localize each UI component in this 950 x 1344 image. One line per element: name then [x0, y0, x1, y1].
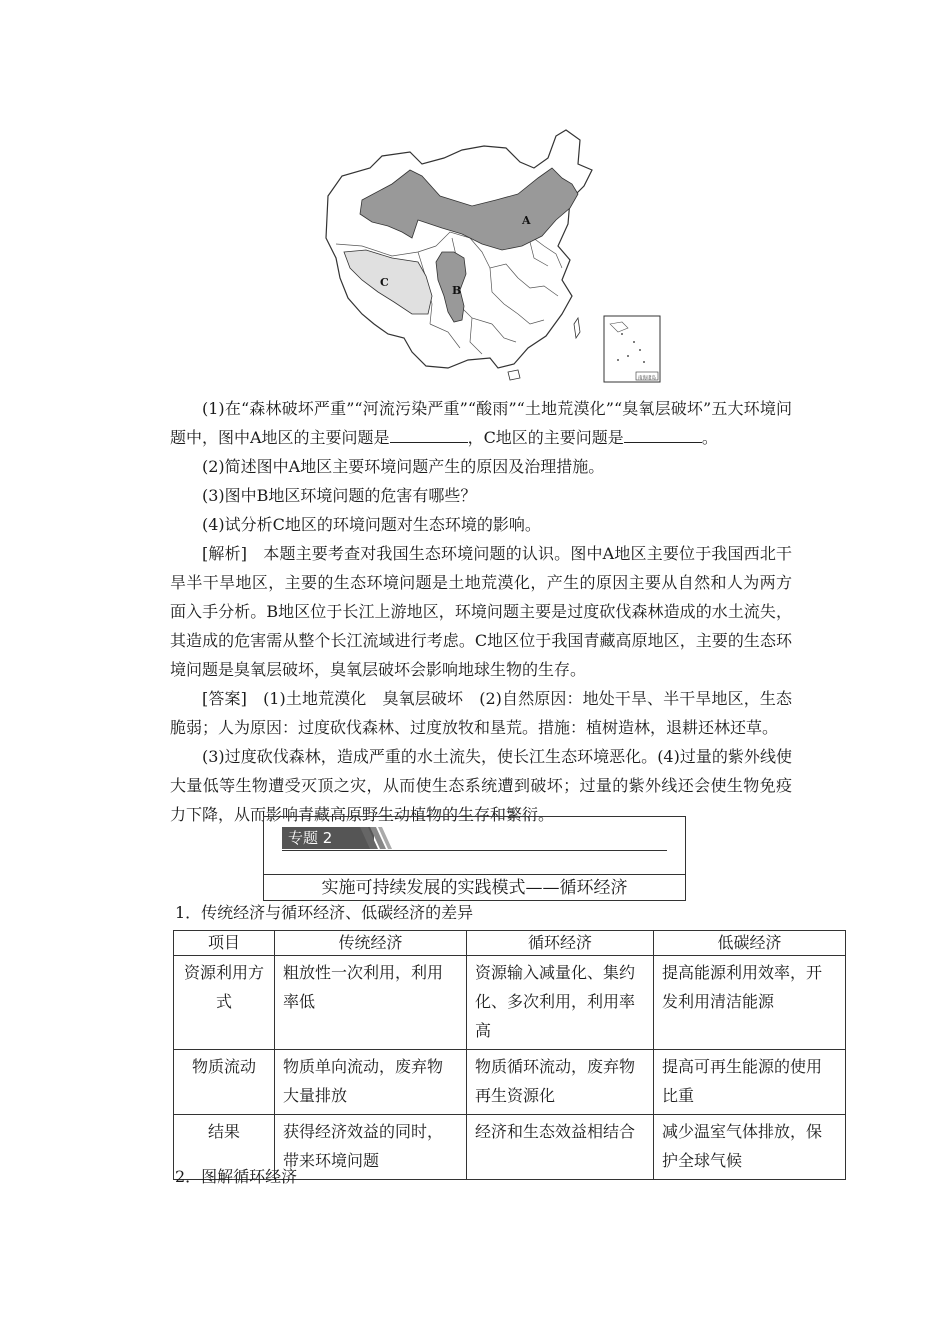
table-cell: 结果	[174, 1115, 275, 1180]
table-header: 低碳经济	[654, 931, 846, 956]
china-outline	[326, 130, 592, 368]
table-header: 传统经济	[275, 931, 467, 956]
section-heading-2: 2．图解循环经济	[175, 1167, 298, 1186]
question-1-text-2: ，C地区的主要问题是	[467, 428, 624, 447]
analysis-paragraph: [解析] 本题主要考查对我国生态环境问题的认识。图中A地区主要位于我国西北干旱半干旱地区，主要的生态环境问题是土地荒漠化，产生的原因主要从自然和人为两方面入手分析。B地区位于长江上游地区，环境问题主要是过度砍伐森林造成的水土流失，其造成的危害需从整个长江流域进行考虑。C地区位于我国青藏高原地区，主要的生态环境问题是臭氧层破坏，臭氧层破坏会影响地球生物的生存。	[170, 544, 792, 679]
topic-stripes-decoration	[360, 827, 394, 849]
table-cell: 物质循环流动，废弃物再生资源化	[467, 1050, 654, 1115]
region-a-label: A	[522, 214, 531, 227]
question-2: (2)简述图中A地区主要环境问题产生的原因及治理措施。	[202, 457, 605, 476]
topic-header-box	[263, 816, 686, 901]
topic-label: 专题 2	[282, 827, 374, 849]
table-cell: 获得经济效益的同时，带来环境问题	[275, 1115, 467, 1180]
table-cell: 提高能源利用效率，开发利用清洁能源	[654, 956, 846, 1050]
table-row	[174, 1050, 846, 1115]
region-b-label: B	[452, 284, 462, 297]
answer-blank-c	[624, 426, 702, 443]
question-3: (3)图中B地区环境问题的危害有哪些？	[202, 486, 477, 505]
topic-rule	[282, 850, 667, 851]
table-row	[174, 956, 846, 1050]
answer-paragraph-2: (3)过度砍伐森林，造成严重的水土流失，使长江生态环境恶化。(4)过量的紫外线使大量低等生物遭受灭顶之灾，从而使生态系统遭到破坏；过量的紫外线还会使生物免疫力下降，从而影响青藏高原野生动植物的生存和繁衍。	[170, 747, 792, 824]
table-cell: 经济和生态效益相结合	[467, 1115, 654, 1180]
table-header-row	[174, 931, 846, 956]
table-cell: 提高可再生能源的使用比重	[654, 1050, 846, 1115]
section-heading-1: 1．传统经济与循环经济、低碳经济的差异	[175, 903, 474, 922]
table-cell: 物质单向流动，废弃物大量排放	[275, 1050, 467, 1115]
comparison-table	[173, 930, 846, 1180]
table-cell: 资源利用方式	[174, 956, 275, 1050]
table-cell: 减少温室气体排放，保护全球气候	[654, 1115, 846, 1180]
question-1-text: (1)在“森林破坏严重”“河流污染严重”“酸雨”“土地荒漠化”“臭氧层破坏”五大环境问题中，图中A地区的主要问题是	[170, 399, 792, 447]
answer-paragraph-1: [答案] (1)土地荒漠化 臭氧层破坏 (2)自然原因：地处干旱、半干旱地区，生态脆弱；人为原因：过度砍伐森林、过度放牧和垦荒。措施：植树造林，退耕还林还草。	[170, 689, 792, 737]
region-c-label: C	[380, 276, 389, 289]
taiwan	[574, 318, 580, 338]
inset-caption: 南海诸岛	[638, 376, 656, 381]
question-1	[170, 394, 792, 452]
table-cell: 物质流动	[174, 1050, 275, 1115]
table-header: 项目	[174, 931, 275, 956]
china-map	[322, 128, 668, 388]
answer-blank-a	[390, 426, 468, 443]
topic-title: 实施可持续发展的实践模式——循环经济	[321, 878, 628, 898]
table-cell: 资源输入减量化、集约化、多次利用，利用率高	[467, 956, 654, 1050]
table-header: 循环经济	[467, 931, 654, 956]
china-map-figure	[322, 128, 668, 388]
question-1-text-3: 。	[701, 428, 718, 447]
table-cell: 粗放性一次利用，利用率低	[275, 956, 467, 1050]
hainan	[508, 370, 520, 380]
question-block	[170, 394, 792, 829]
question-4: (4)试分析C地区的环境问题对生态环境的影响。	[202, 515, 541, 534]
